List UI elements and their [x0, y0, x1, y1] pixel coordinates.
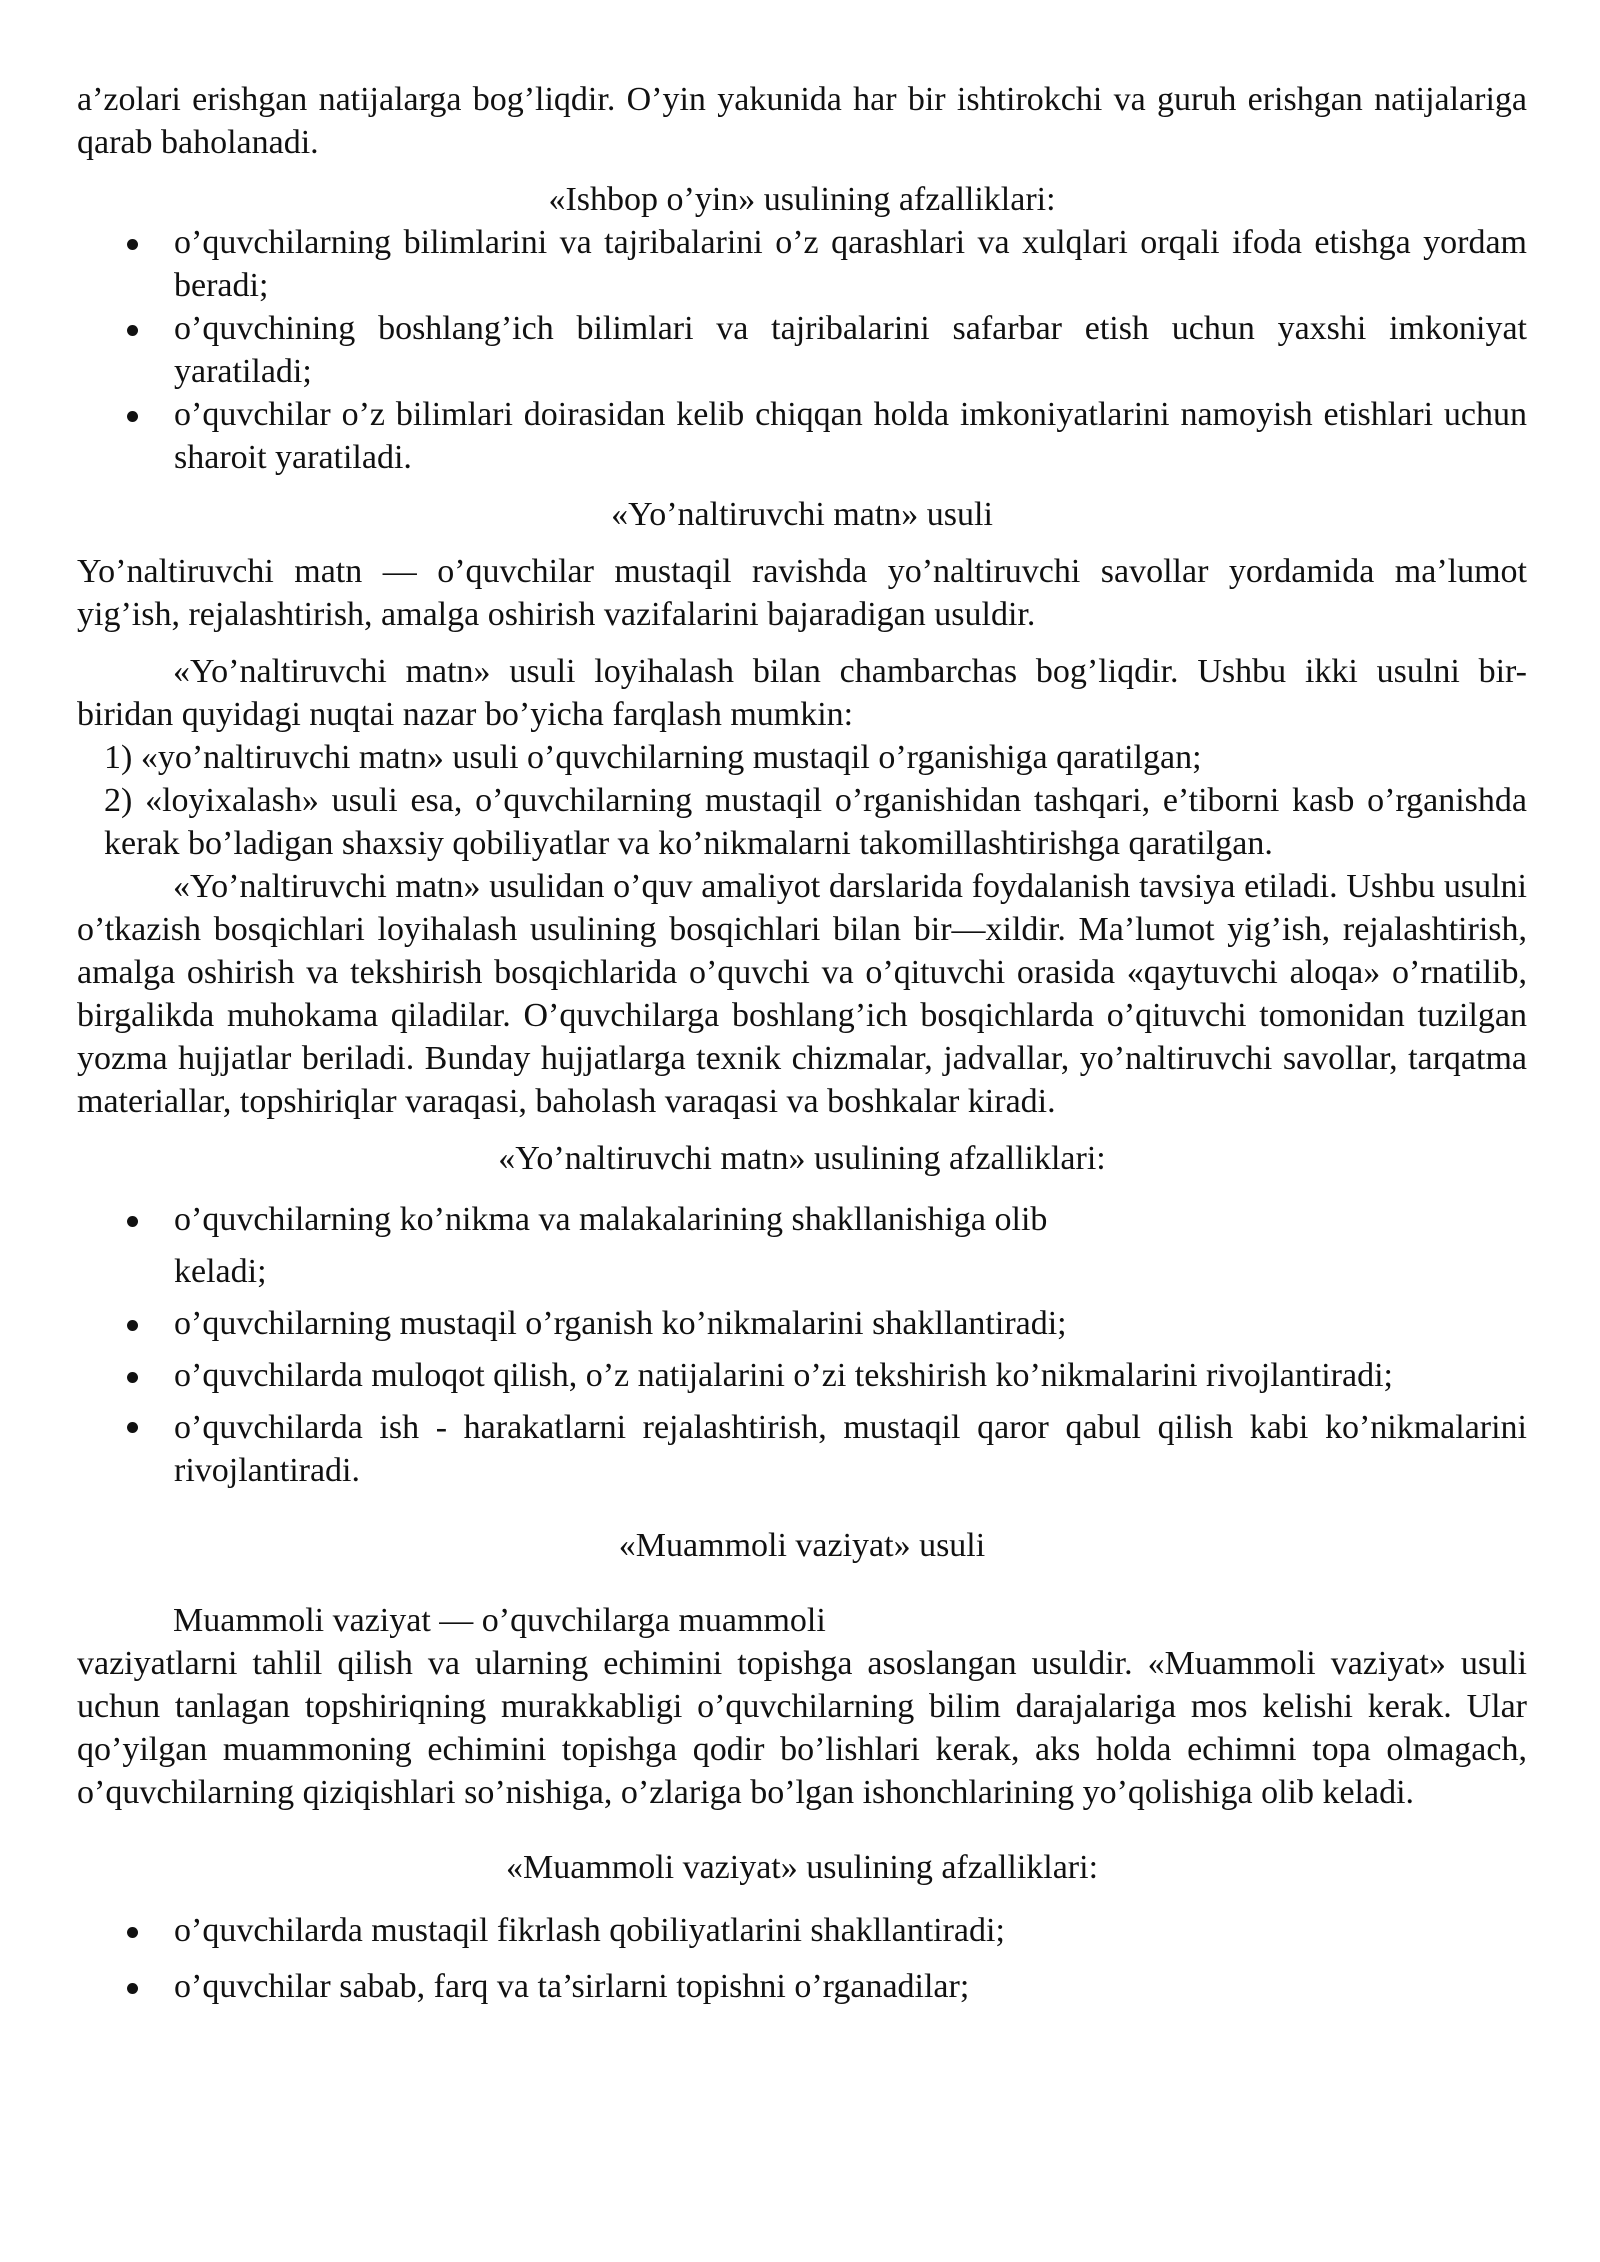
list-item: o’quvchilarda mustaqil fikrlash qobiliyatlarini shakllantiradi;: [77, 1903, 1527, 1959]
list-item: o’quvchining boshlang’ich bilimlari va tajribalarini safarbar etish uchun yaxshi imkoniyat yaratiladi;: [77, 307, 1527, 393]
yonaltiruvchi-heading: «Yo’naltiruvchi matn» usuli: [611, 496, 993, 533]
list-item: 1) «yo’naltiruvchi matn» usuli o’quvchilarning mustaqil o’rganishiga qaratilgan;: [104, 739, 1202, 776]
yonaltiruvchi-paragraph-2: «Yo’naltiruvchi matn» usuli loyihalash bilan chambarchas bog’liqdir. Ushbu ikki usulni bir- biridan quyidagi nuqtai nazar bo’yicha farqlash mumkin:: [77, 653, 1527, 733]
intro-paragraph: a’zolari erishgan natijalarga bog’liqdir. O’yin yakunida har bir ishtirokchi va guruh erishgan natijalariga qarab baholanadi.: [77, 81, 1527, 161]
ishbop-advantages-list: [77, 221, 1527, 479]
yonaltiruvchi-advantages-heading: «Yo’naltiruvchi matn» usulining afzalliklari:: [498, 1140, 1106, 1177]
muammoli-advantages-list: [77, 1903, 1527, 2015]
document-page: [77, 78, 1527, 2015]
muammoli-advantages-heading: «Muammoli vaziyat» usulining afzalliklari:: [505, 1849, 1099, 1886]
bullet-icon: [127, 325, 138, 336]
bullet-icon: [127, 1216, 138, 1227]
yonaltiruvchi-definition: Yo’naltiruvchi matn — o’quvchilar mustaqil ravishda yo’naltiruvchi savollar yordamida ma’lumot yig’ish, rejalashtirish, amalga oshirish vazifalarini bajaradigan usuldir.: [77, 553, 1527, 633]
list-item: o’quvchilarda ish - harakatlarni rejalashtirish, mustaqil qaror qabul qilish kabi ko’nikmalarini rivojlantiradi.: [77, 1402, 1527, 1492]
numbered-list: [77, 736, 1527, 865]
bullet-icon: [127, 1983, 138, 1994]
list-item: 2) «loyixalash» usuli esa, o’quvchilarning mustaqil o’rganishidan tashqari, e’tiborni kasb o’rganishda kerak bo’ladigan shaxsiy qobiliyatlar va ko’nikmalarni takomillashtirishga qaratilgan.: [104, 782, 1527, 862]
yonaltiruvchi-advantages-list: [77, 1194, 1527, 1492]
muammoli-heading: «Muammoli vaziyat» usuli: [618, 1527, 986, 1564]
bullet-icon: [127, 239, 138, 250]
ishbop-advantages-heading: «Ishbop o’yin» usulining afzalliklari:: [548, 181, 1056, 218]
list-item: o’quvchilarning ko’nikma va malakalarining shakllanishiga olib keladi;: [77, 1194, 1527, 1298]
bullet-icon: [127, 1320, 138, 1331]
bullet-icon: [127, 411, 138, 422]
list-item: o’quvchilarda muloqot qilish, o’z natijalarini o’zi tekshirish ko’nikmalarini rivojlantiradi;: [77, 1350, 1527, 1402]
list-item: o’quvchilarning bilimlarini va tajribalarini o’z qarashlari va xulqlari orqali ifoda etishga yordam beradi;: [77, 221, 1527, 307]
bullet-icon: [127, 1372, 138, 1383]
list-item: o’quvchilar sabab, farq va ta’sirlarni topishni o’rganadilar;: [77, 1959, 1527, 2015]
list-item: o’quvchilarning mustaqil o’rganish ko’nikmalarini shakllantiradi;: [77, 1298, 1527, 1350]
yonaltiruvchi-paragraph-3: «Yo’naltiruvchi matn» usulidan o’quv amaliyot darslarida foydalanish tavsiya etiladi. Ushbu usulni o’tkazish bosqichlari loyihalash usulining bosqichlari bilan bir—xildir. Ma’lumot yig’ish, rejalashtirish, amalga oshirish va tekshirish bosqichlarida o’quvchi va o’qituvchi orasida «qaytuvchi aloqa» o’rnatilib, birgalikda muhokama qiladilar. O’quvchilarga boshlang’ich bosqichlarda o’qituvchi tomonidan tuzilgan yozma hujjatlar beriladi. Bunday hujjatlarga texnik chizmalar, jadvallar, yo’naltiruvchi savollar, tarqatma materiallar, topshiriqlar varaqasi, baholash varaqasi va boshkalar kiradi.: [77, 868, 1527, 1120]
bullet-icon: [127, 1422, 138, 1433]
muammoli-paragraph: vaziyatlarni tahlil qilish va ularning echimini topishga asoslangan usuldir. «Muammoli vaziyat» usuli uchun tanlagan topshiriqning murakkabligi o’quvchilarning bilim darajalariga mos kelishi kerak. Ular qo’yilgan muammoning echimini topishga qodir bo’lishlari kerak, aks holda echimni topa olmagach, o’quvchilarning qiziqishlari so’nishiga, o’zlariga bo’lgan ishonchlarining yo’qolishiga olib keladi.: [77, 1645, 1527, 1811]
list-item: o’quvchilar o’z bilimlari doirasidan kelib chiqqan holda imkoniyatlarini namoyish etishlari uchun sharoit yaratiladi.: [77, 393, 1527, 479]
muammoli-paragraph-line-1: Muammoli vaziyat — o’quvchilarga muammoli: [173, 1602, 826, 1639]
bullet-icon: [127, 1927, 138, 1938]
